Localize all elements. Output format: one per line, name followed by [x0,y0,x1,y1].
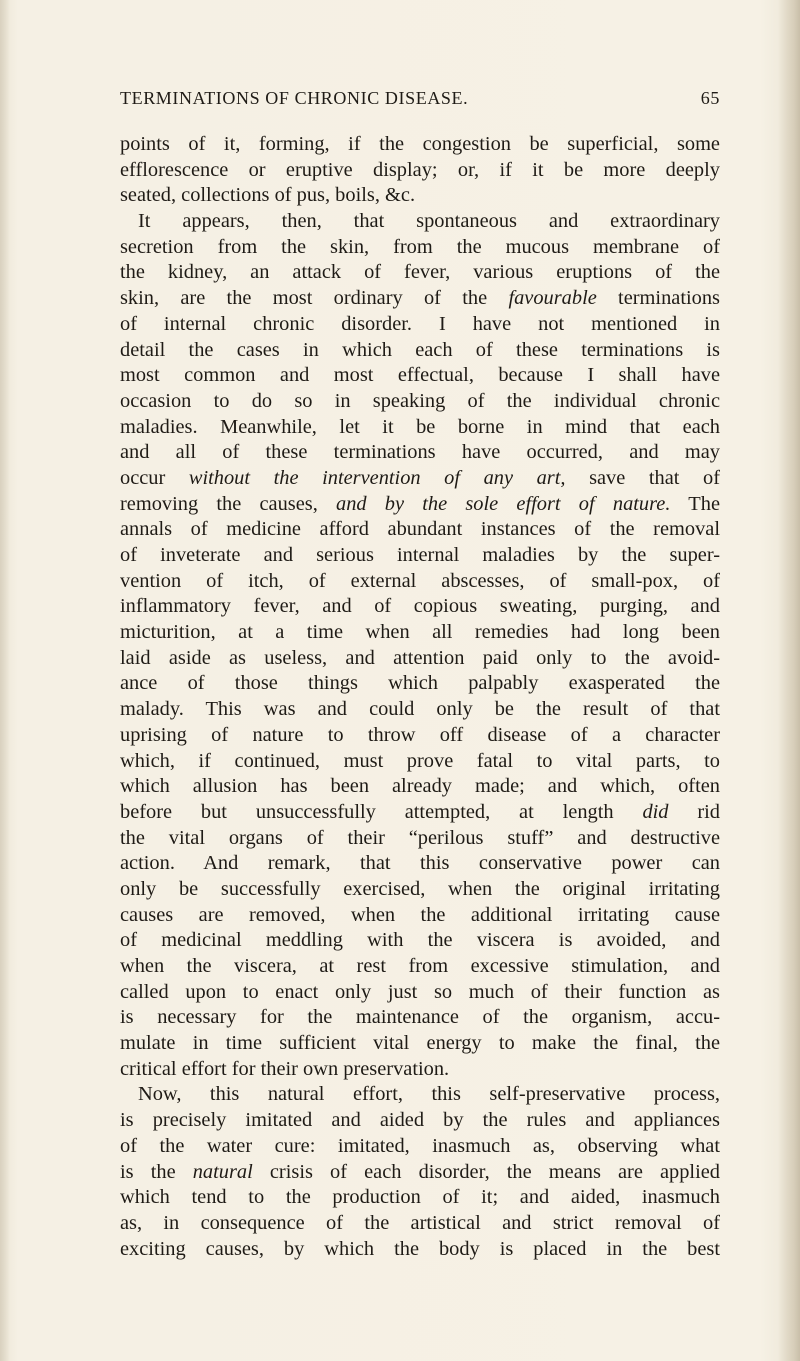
text-line [120,1108,720,1134]
line-text: skin, are the most ordinary of the [120,287,509,310]
line-text: which allusion has been already made; and which, often [120,775,720,798]
running-title: TERMINATIONS OF CHRONIC DISEASE. [120,88,469,108]
line-text: occasion to do so in speaking of the individual chronic [120,389,720,412]
line-text: when the viscera, at rest from excessive stimulation, and [120,955,720,977]
text-line [120,338,720,364]
italic-text: without the intervention of any art, [188,466,566,489]
line-text: exciting causes, by which the body is placed in the best [120,1237,720,1260]
line-text: laid aside as useless, and attention paid only to the avoid- [120,646,720,669]
line-text: is necessary for the maintenance of the organism, accu- [120,1006,720,1029]
text-line [120,286,720,312]
line-text: crisis of each disorder, the means are applied [252,1160,720,1183]
text-line [120,466,720,492]
text-line [120,440,720,466]
page-right-edge [778,0,800,1361]
text-line [120,1082,720,1108]
italic-text: favourable [508,287,597,310]
line-text: of the water cure: imitated, inasmuch as, observing what [120,1134,720,1157]
text-line [120,1057,720,1083]
text-line [120,646,720,672]
line-text: uprising of nature to throw off disease of a character [120,723,720,746]
line-text: mulate in time sufficient vital energy to make the final, the [120,1032,720,1055]
text-line [120,671,720,697]
line-text: called upon to enact only just so much of their function as [120,980,720,1003]
line-text: rid [668,800,720,823]
line-text: which tend to the production of it; and aided, inasmuch [120,1186,720,1209]
line-text: causes are removed, when the additional irritating cause [120,903,720,926]
line-text: detail the cases in which each of these terminations is [120,338,720,361]
text-line [120,1211,720,1237]
line-text: It appears, then, that spontaneous and extraordinary [138,210,720,233]
line-text: inflammatory fever, and of copious sweating, purging, and [120,595,720,618]
text-line [120,492,720,518]
text-line [120,1185,720,1211]
text-line [120,1031,720,1057]
text-line [120,594,720,620]
line-text: the vital organs of their “perilous stuff” and destructive [120,826,720,849]
text-line [120,697,720,723]
italic-text: and by the sole effort of nature. [336,492,671,515]
text-line [120,543,720,569]
line-text: the kidney, an attack of fever, various eruptions of the [120,261,720,284]
line-text: of internal chronic disorder. I have not mentioned in [120,312,720,335]
line-text: is the [120,1160,193,1183]
text-line [120,774,720,800]
text-line [120,235,720,261]
running-head [120,88,720,112]
line-text: The [670,492,720,515]
text-line [120,209,720,235]
line-text: malady. This was and could only be the result of that [120,698,720,721]
line-text: of inveterate and serious internal maladies by the super- [120,544,720,566]
line-text: is precisely imitated and aided by the rules and appliances [120,1109,720,1132]
line-text: micturition, at a time when all remedies had long been [120,621,720,644]
page-left-edge [0,0,10,1361]
line-text: only be successfully exercised, when the original irritating [120,877,720,900]
line-text: of medicinal meddling with the viscera is avoided, and [120,929,720,952]
text-line [120,1160,720,1186]
text-line [120,569,720,595]
text-line [120,620,720,646]
text-line [120,903,720,929]
text-line [120,517,720,543]
italic-text: did [642,800,669,823]
page-number: 65 [700,88,720,108]
line-text: seated, collections of pus, boils, &c. [120,184,416,207]
line-text: Now, this natural effort, this self-preservative process, [138,1083,720,1106]
line-text: which, if continued, must prove fatal to vital parts, to [120,749,720,772]
text-line [120,1134,720,1160]
italic-text: natural [192,1160,253,1183]
line-text: occur [120,466,189,489]
text-line [120,132,720,158]
text-line [120,1237,720,1263]
text-line [120,928,720,954]
line-text: removing the causes, [120,492,336,515]
text-line [120,980,720,1006]
text-line [120,851,720,877]
text-line [120,723,720,749]
text-line [120,260,720,286]
text-line [120,158,720,184]
line-text: ance of those things which palpably exasperated the [120,672,720,695]
text-line [120,954,720,980]
line-text: before but unsuccessfully attempted, at length [120,800,643,823]
line-text: as, in consequence of the artistical and strict removal of [120,1211,720,1234]
text-line [120,183,720,209]
text-line [120,877,720,903]
line-text: vention of itch, of external abscesses, of small-pox, of [120,569,720,592]
text-line [120,312,720,338]
text-line [120,800,720,826]
body-text [120,132,720,1262]
line-text: terminations [596,287,720,310]
line-text: annals of medicine afford abundant instances of the removal [120,518,720,541]
text-line [120,1005,720,1031]
line-text: action. And remark, that this conservative power can [120,852,720,875]
text-line [120,749,720,775]
line-text: most common and most effectual, because I shall have [120,364,720,387]
text-line [120,363,720,389]
text-line [120,389,720,415]
line-text: save that of [565,466,720,489]
line-text: secretion from the skin, from the mucous membrane of [120,235,720,258]
text-line [120,415,720,441]
text-line [120,826,720,852]
line-text: efflorescence or eruptive display; or, if it be more deeply [120,158,720,181]
line-text: maladies. Meanwhile, let it be borne in mind that each [120,415,720,438]
line-text: and all of these terminations have occurred, and may [120,441,720,464]
line-text: points of it, forming, if the congestion be superficial, some [120,133,720,155]
line-text: critical effort for their own preservation. [120,1057,450,1080]
